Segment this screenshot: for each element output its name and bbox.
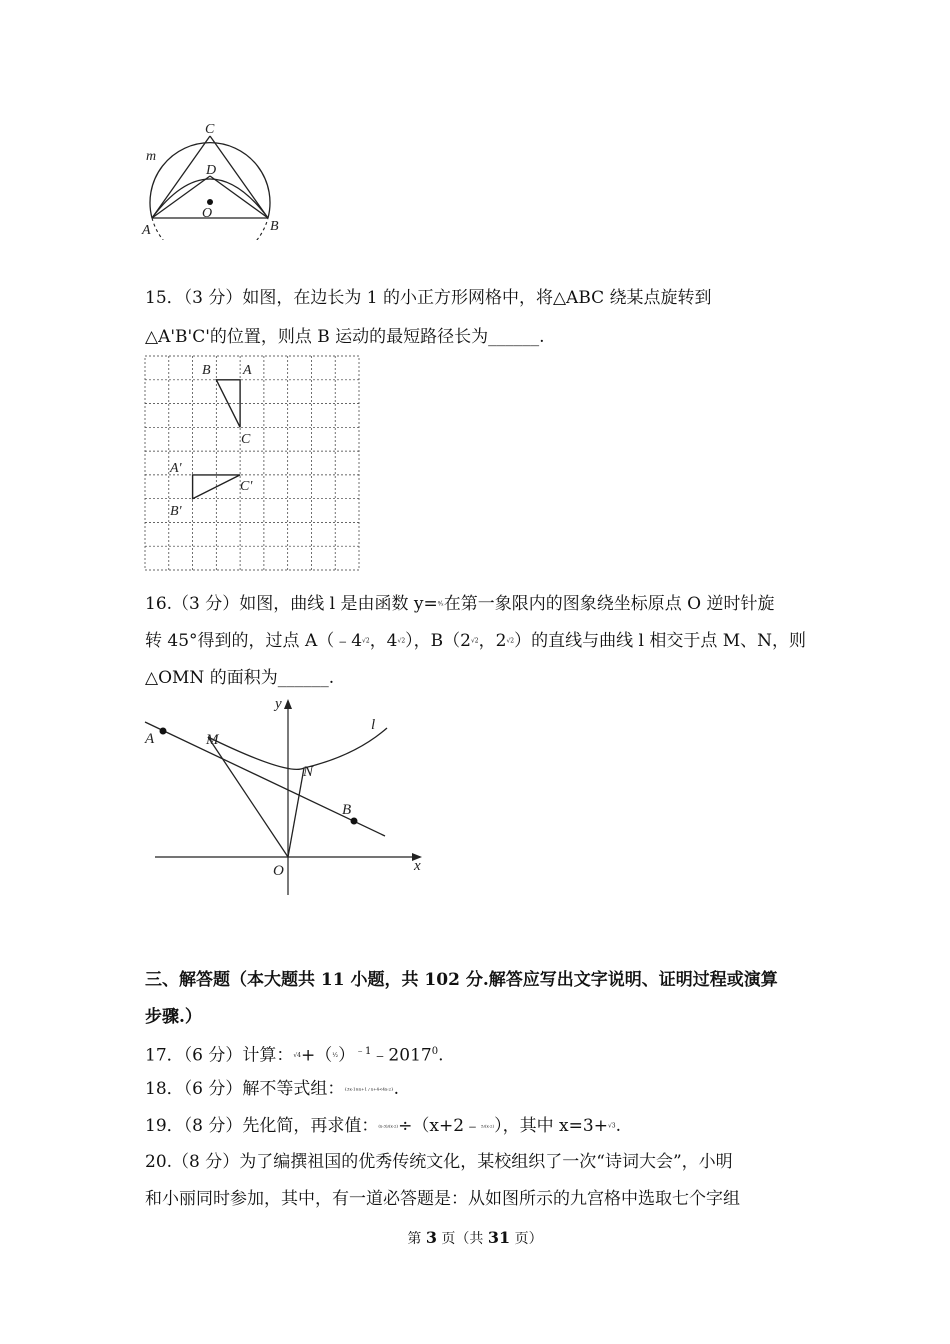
triangle-a1b1c1 [193,475,241,499]
q17-text-c: +（ [301,1045,333,1066]
q17-text-g: ﹣2017 [371,1045,432,1066]
triangle-abc [216,380,240,428]
q18 [145,1077,399,1102]
footer-text-c: 页） [510,1231,543,1247]
label-a: A [145,731,155,747]
q15-line-2: △A'B'C'的位置，则点 B 运动的最短路径长为______. [145,327,545,347]
sqrt-3: √3 [607,1122,616,1130]
q20-line-1: 20.（8 分）为了编撰祖国的优秀传统文化，某校组织了一次“诗词大会”，小明 [145,1152,733,1172]
sqrt-4: √4 [293,1052,301,1060]
q17-text-a: 17．（6 分）计算： [145,1045,294,1066]
label-b: B [342,802,352,818]
q17 [145,1040,443,1068]
q19-text-c: ÷（x+2﹣ [398,1116,482,1136]
exponent-neg-1: ﹣1 [355,1046,372,1057]
label-m: m [146,149,157,164]
label-a: A [243,363,252,378]
q19-text-a: 19．（8 分）先化简，再求值： [145,1116,379,1136]
point-a [160,728,167,735]
label-b: B [270,219,279,234]
sqrt-2-d: √2 [506,637,515,645]
footer-text-b: 页（共 [436,1231,488,1247]
q16-line-2 [145,629,806,654]
label-c: C [205,122,215,137]
circle-arc-dashed [152,218,268,240]
label-b-prime: B' [170,504,182,519]
q19-text-e: ），其中 x=3+ [494,1116,608,1136]
q15-line-1: 15．（3 分）如图，在边长为 1 的小正方形网格中，将△ABC 绕某点旋转到 [145,288,712,308]
label-x: x [414,858,421,874]
page-number: 3 [425,1228,437,1247]
label-b: B [202,363,211,378]
fraction-expression-2: 5/(x-2) [481,1123,495,1129]
label-c-prime: C' [240,479,253,494]
label-l: l [371,717,376,733]
q18-text-a: 18．（6 分）解不等式组： [145,1079,345,1099]
q16-text-e: ），B（2 [405,631,471,651]
curve-l [208,728,387,769]
figure-15-grid [144,355,362,573]
q17-text-i: . [438,1045,444,1066]
q16-text-g: ）的直线与曲线 l 相交于点 M、N，则 [514,631,807,651]
footer-text-a: 第 [407,1231,426,1247]
sqrt-2-c: √2 [470,637,479,645]
label-d: D [206,163,217,178]
q18-text-c: . [393,1079,400,1099]
label-y: y [275,696,282,712]
segment-on [288,768,304,857]
q16-line-1 [145,592,774,617]
q19-text-g: . [615,1116,621,1136]
q20-line-2: 和小丽同时参加，其中，有一道必答题是：从如图所示的九宫格中选取七个字组 [145,1189,740,1209]
label-n: N [303,764,314,780]
exponent-zero: 0 [431,1046,439,1057]
total-pages: 31 [487,1228,511,1247]
label-c: C [241,432,251,447]
label-m: M [206,732,219,748]
fraction-expression-1: (x-3)/(x-2) [378,1123,399,1129]
q16-text-b: 在第一象限内的图象绕坐标原点 O 逆时针旋 [443,594,775,614]
figure-16-coordinate-plane [140,690,440,900]
label-a-prime: A' [170,461,182,476]
q16-text-c: 转 45°得到的，过点 A（﹣4 [145,631,363,651]
segment-bd [210,176,268,218]
label-o: O [202,206,213,221]
section-3-heading-line-1: 三、解答题（本大题共 11 小题，共 102 分.解答应写出文字说明、证明过程或演算 [145,970,778,990]
line-ab [145,722,385,836]
q16-text-d: ，4 [369,631,398,651]
label-a: A [142,223,151,238]
q16-line-3: △OMN 的面积为______. [145,668,335,688]
sqrt-2-a: √2 [362,637,370,645]
q19 [145,1114,621,1139]
page-footer [0,1228,950,1248]
center-point-o [207,199,213,205]
inequality-system: {3x-1≥x+1 / x+4<4x-2} [344,1086,394,1092]
section-3-heading-line-2: 步骤.） [145,1007,202,1027]
label-o: O [273,863,284,879]
point-b [351,818,358,825]
q16-text-f: ，2 [478,631,507,651]
q17-text-e: ） [338,1045,356,1066]
fraction-one-half: ¹⁄₂ [332,1052,339,1060]
sqrt-2-b: √2 [397,637,406,645]
y-axis-arrow [284,699,292,709]
segment-bc [210,136,268,218]
figure-14-circle [140,120,290,240]
q16-text-a: 16.（3 分）如图，曲线 l 是由函数 y= [145,594,438,614]
fraction-8-over-x: ⁸⁄ₓ [437,600,444,608]
